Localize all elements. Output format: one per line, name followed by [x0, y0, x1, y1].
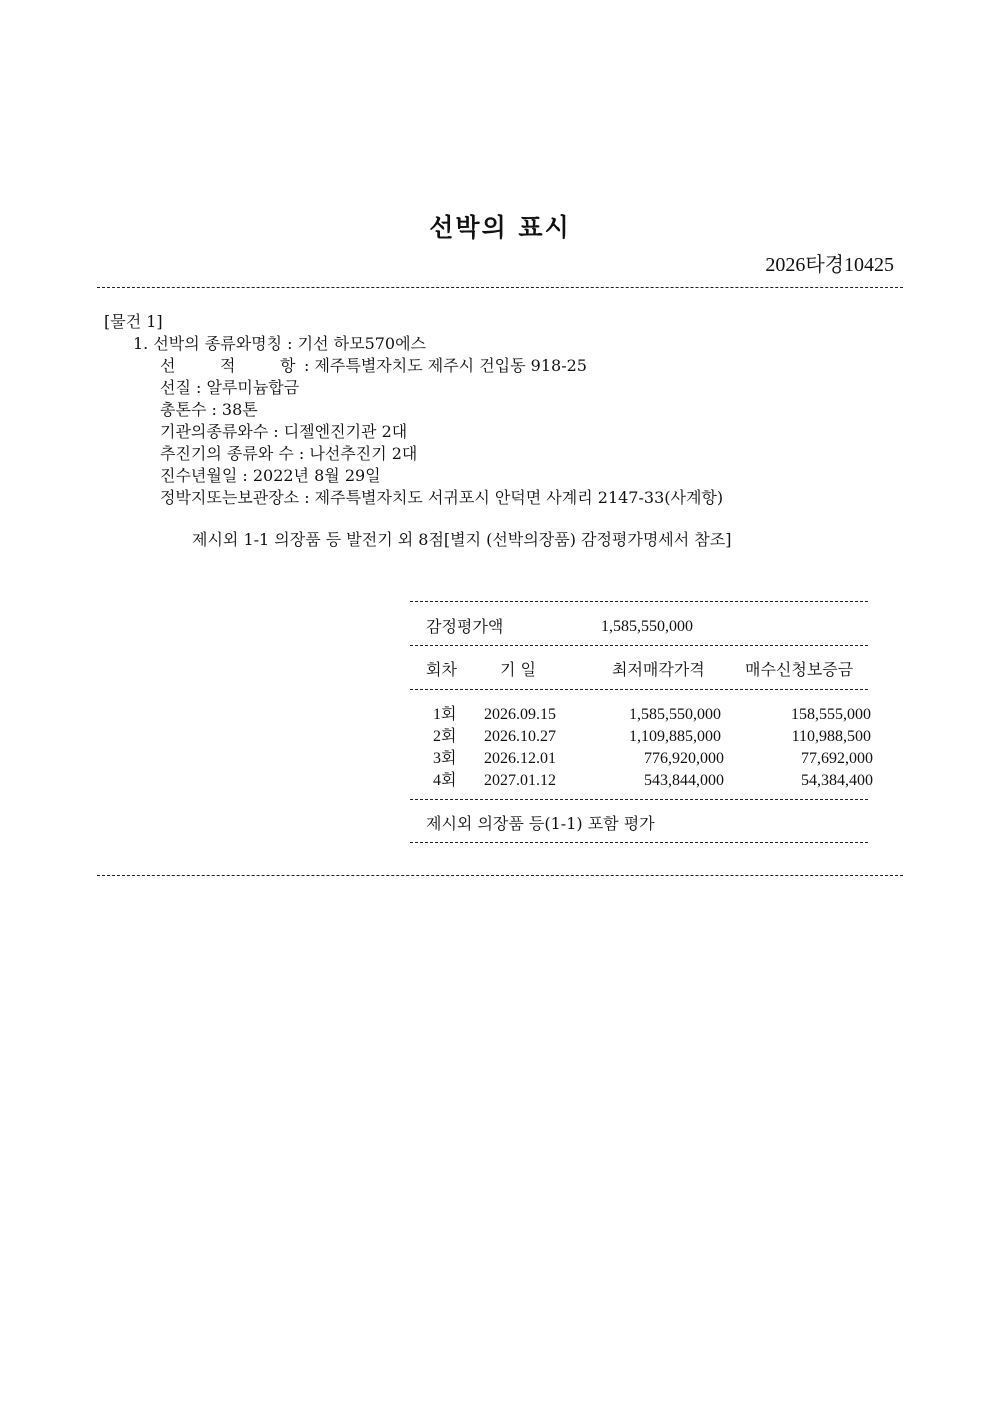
port-label-char-1: 선 — [160, 356, 176, 375]
table-divider-bottom — [410, 842, 868, 843]
vessel-type-name-label: 1. 선박의 종류와명칭 : — [133, 334, 298, 353]
port-of-registry-line — [160, 355, 587, 377]
document-title: 선박의 표시 — [429, 213, 571, 242]
port-value: : 제주특별자치도 제주시 건입동 918-25 — [304, 356, 587, 375]
row-date: 2026.09.15 — [484, 706, 556, 723]
col-header-deposit: 매수신청보증금 — [745, 660, 854, 679]
table-divider-4 — [410, 799, 868, 800]
port-label-char-3: 항 — [280, 356, 296, 375]
appraisal-value: 1,585,550,000 — [601, 618, 693, 635]
row-deposit: 77,692,000 — [801, 750, 873, 767]
gross-tonnage: 총톤수 : 38톤 — [160, 400, 258, 419]
col-header-date: 기 일 — [500, 660, 536, 679]
berth-location: 정박지또는보관장소 : 제주특별자치도 서귀포시 안덕면 사계리 2147-33(사계항) — [160, 488, 724, 507]
row-min-price: 1,585,550,000 — [629, 706, 721, 723]
appraisal-label: 감정평가액 — [426, 617, 504, 636]
row-date: 2027.01.12 — [484, 772, 556, 789]
row-date: 2026.12.01 — [484, 750, 556, 767]
item-header: [물건 1] — [104, 312, 163, 331]
case-number: 2026타경10425 — [765, 254, 894, 276]
row-round: 1회 — [433, 706, 457, 723]
excluded-items-note: 제시외 1-1 의장품 등 발전기 외 8점[별지 (선박의장품) 감정평가명세서 참조] — [192, 530, 732, 549]
table-divider-top — [410, 601, 868, 602]
row-deposit: 110,988,500 — [791, 728, 871, 745]
propeller-info: 추진기의 종류와 수 : 나선추진기 2대 — [160, 444, 418, 463]
vessel-type-name-value: 기선 하모570에스 — [297, 334, 427, 353]
row-deposit: 158,555,000 — [791, 706, 871, 723]
appraisal-footnote: 제시외 의장품 등(1-1) 포함 평가 — [426, 814, 655, 833]
engine-info: 기관의종류와수 : 디젤엔진기관 2대 — [160, 422, 408, 441]
row-round: 3회 — [433, 750, 457, 767]
row-min-price: 776,920,000 — [644, 750, 724, 767]
row-deposit: 54,384,400 — [801, 772, 873, 789]
col-header-round: 회차 — [426, 660, 457, 679]
hull-material: 선질 : 알루미늄합금 — [160, 378, 300, 397]
vessel-type-name-line — [133, 333, 426, 355]
row-round: 2회 — [433, 728, 457, 745]
table-divider-2 — [410, 645, 868, 646]
bottom-divider — [97, 875, 903, 876]
row-min-price: 543,844,000 — [644, 772, 724, 789]
port-label-char-2: 적 — [220, 356, 236, 375]
col-header-min-price: 최저매각가격 — [612, 660, 705, 679]
launch-date: 진수년월일 : 2022년 8월 29일 — [160, 466, 381, 485]
row-min-price: 1,109,885,000 — [629, 728, 721, 745]
row-date: 2026.10.27 — [484, 728, 556, 745]
top-divider — [97, 287, 903, 288]
row-round: 4회 — [433, 772, 457, 789]
table-divider-3 — [410, 689, 868, 690]
